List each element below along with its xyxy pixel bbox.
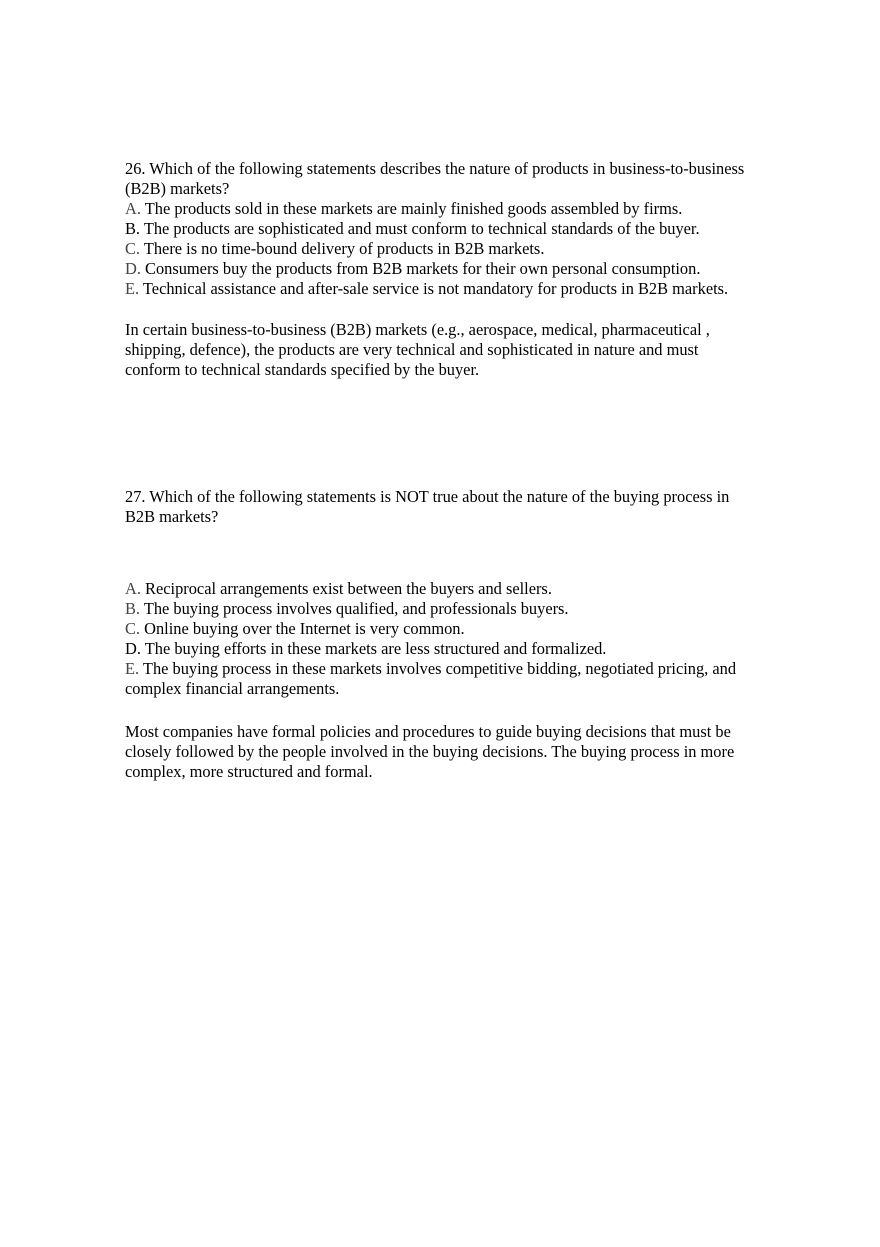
- question-27-option-d: [125, 639, 795, 659]
- question-26-option-e: [125, 279, 795, 299]
- question-27-stem-line-1: 27. Which of the following statements is NOT true about the nature of the buying process in: [125, 487, 730, 506]
- option-letter: E.: [125, 279, 140, 298]
- option-text: Online buying over the Internet is very common.: [140, 619, 465, 638]
- option-text: The buying process in these markets involves competitive bidding, negotiated pricing, and: [139, 659, 737, 678]
- option-letter: B.: [125, 599, 141, 618]
- question-27-explanation: [125, 722, 795, 782]
- option-letter: D.: [125, 639, 141, 658]
- option-text: The buying process involves qualified, and professionals buyers.: [140, 599, 569, 618]
- question-26-stem-line-2: (B2B) markets?: [125, 179, 230, 198]
- question-27-options: [125, 579, 795, 699]
- option-letter: A.: [125, 579, 141, 598]
- question-26-option-a: [125, 199, 795, 219]
- question-27: [125, 487, 795, 527]
- option-letter: C.: [125, 619, 141, 638]
- explanation-line: Most companies have formal policies and procedures to guide buying decisions that must be: [125, 722, 731, 741]
- option-text: The products are sophisticated and must conform to technical standards of the buyer.: [140, 219, 700, 238]
- question-26-option-d: [125, 259, 795, 279]
- explanation-line: conform to technical standards specified by the buyer.: [125, 360, 480, 379]
- option-letter: D.: [125, 259, 141, 278]
- option-text: Reciprocal arrangements exist between the buyers and sellers.: [140, 579, 552, 598]
- question-26-stem-line-1: 26. Which of the following statements describes the nature of products in business-to-business: [125, 159, 745, 178]
- explanation-line: In certain business-to-business (B2B) markets (e.g., aerospace, medical, pharmaceutical ,: [125, 320, 710, 339]
- question-27-option-c: [125, 619, 795, 639]
- question-27-option-e-continuation: complex financial arrangements.: [125, 679, 340, 698]
- option-letter: E.: [125, 659, 140, 678]
- option-text: Technical assistance and after-sale service is not mandatory for products in B2B markets.: [139, 279, 729, 298]
- question-26: [125, 159, 795, 299]
- option-text: The products sold in these markets are mainly finished goods assembled by firms.: [140, 199, 683, 218]
- question-26-option-c: [125, 239, 795, 259]
- question-26-option-b: [125, 219, 795, 239]
- question-27-stem-line-2: B2B markets?: [125, 507, 219, 526]
- explanation-line: shipping, defence), the products are very technical and sophisticated in nature and must: [125, 340, 699, 359]
- option-text: Consumers buy the products from B2B markets for their own personal consumption.: [140, 259, 701, 278]
- question-27-option-e: [125, 659, 795, 679]
- question-26-explanation: [125, 320, 795, 380]
- option-letter: C.: [125, 239, 141, 258]
- question-27-option-b: [125, 599, 795, 619]
- option-text: The buying efforts in these markets are less structured and formalized.: [140, 639, 607, 658]
- option-letter: A.: [125, 199, 141, 218]
- option-text: There is no time-bound delivery of products in B2B markets.: [140, 239, 545, 258]
- explanation-line: closely followed by the people involved in the buying decisions. The buying process in more: [125, 742, 735, 761]
- question-27-option-a: [125, 579, 795, 599]
- explanation-line: complex, more structured and formal.: [125, 762, 373, 781]
- option-letter: B.: [125, 219, 141, 238]
